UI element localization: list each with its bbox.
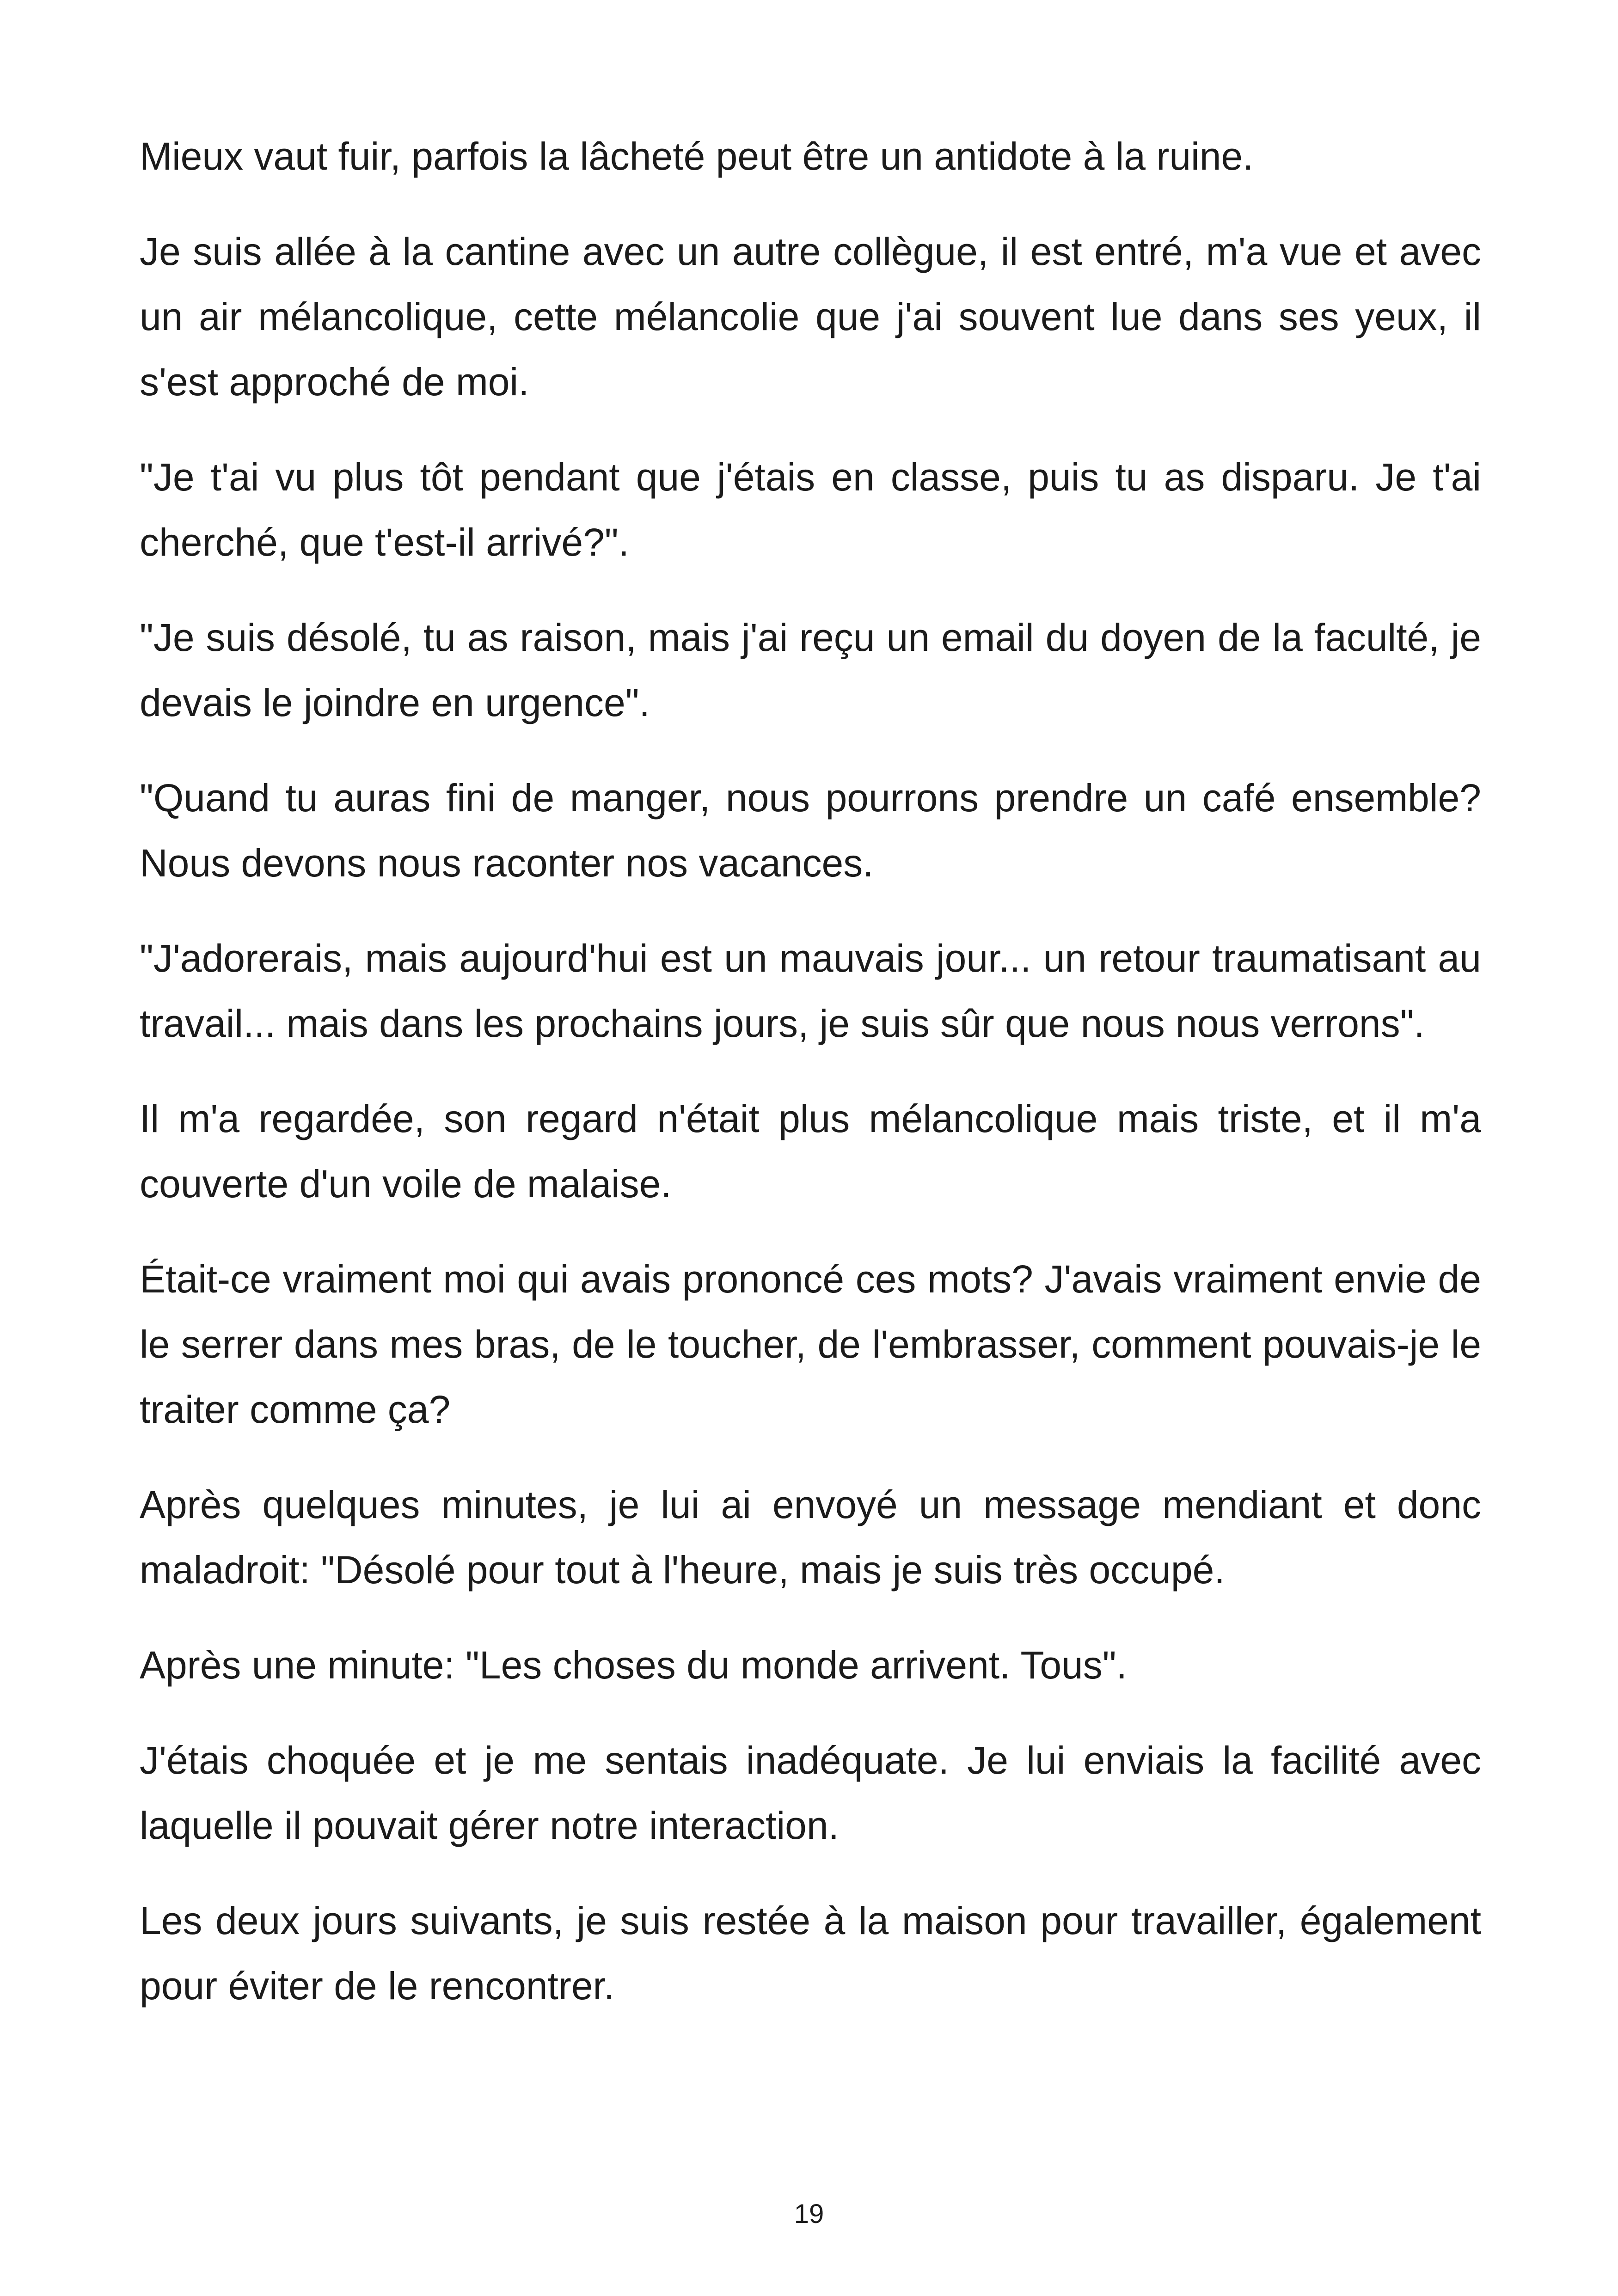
- paragraph: Mieux vaut fuir, parfois la lâcheté peut être un antidote à la ruine.: [140, 135, 1254, 178]
- paragraph: "Quand tu auras fini de manger, nous pourrons prendre un café ensemble? Nous devons nous raconter nos vacances.: [140, 776, 1481, 885]
- paragraph: Les deux jours suivants, je suis restée à la maison pour travailler, également pour éviter de le rencontrer.: [140, 1899, 1481, 2008]
- paragraph: J'étais choquée et je me sentais inadéquate. Je lui enviais la facilité avec laquelle il pouvait gérer notre interaction.: [140, 1739, 1481, 1847]
- paragraph: Après quelques minutes, je lui ai envoyé un message mendiant et donc maladroit: "Désolé pour tout à l'heure, mais je suis très occupé.: [140, 1483, 1481, 1592]
- paragraph: Était-ce vraiment moi qui avais prononcé ces mots? J'avais vraiment envie de le serrer dans mes bras, de le toucher, de l'embrasser, comment pouvais-je le traiter comme ça?: [140, 1257, 1481, 1431]
- paragraph: "J'adorerais, mais aujourd'hui est un mauvais jour... un retour traumatisant au travail... mais dans les prochains jours, je suis sûr que nous nous verrons".: [140, 937, 1481, 1045]
- body-text: [140, 124, 1481, 2049]
- paragraph: "Je suis désolé, tu as raison, mais j'ai reçu un email du doyen de la faculté, je devais le joindre en urgence".: [140, 616, 1481, 724]
- paragraph: Après une minute: "Les choses du monde arrivent. Tous".: [140, 1643, 1127, 1687]
- paragraph: Il m'a regardée, son regard n'était plus mélancolique mais triste, et il m'a couverte d'un voile de malaise.: [140, 1097, 1481, 1206]
- paragraph: "Je t'ai vu plus tôt pendant que j'étais en classe, puis tu as disparu. Je t'ai cherché, que t'est-il arrivé?".: [140, 455, 1481, 564]
- page-number: 19: [794, 2199, 824, 2229]
- paragraph: Je suis allée à la cantine avec un autre collègue, il est entré, m'a vue et avec un air mélancolique, cette mélancolie que j'ai souvent lue dans ses yeux, il s'est approché de moi.: [140, 230, 1481, 404]
